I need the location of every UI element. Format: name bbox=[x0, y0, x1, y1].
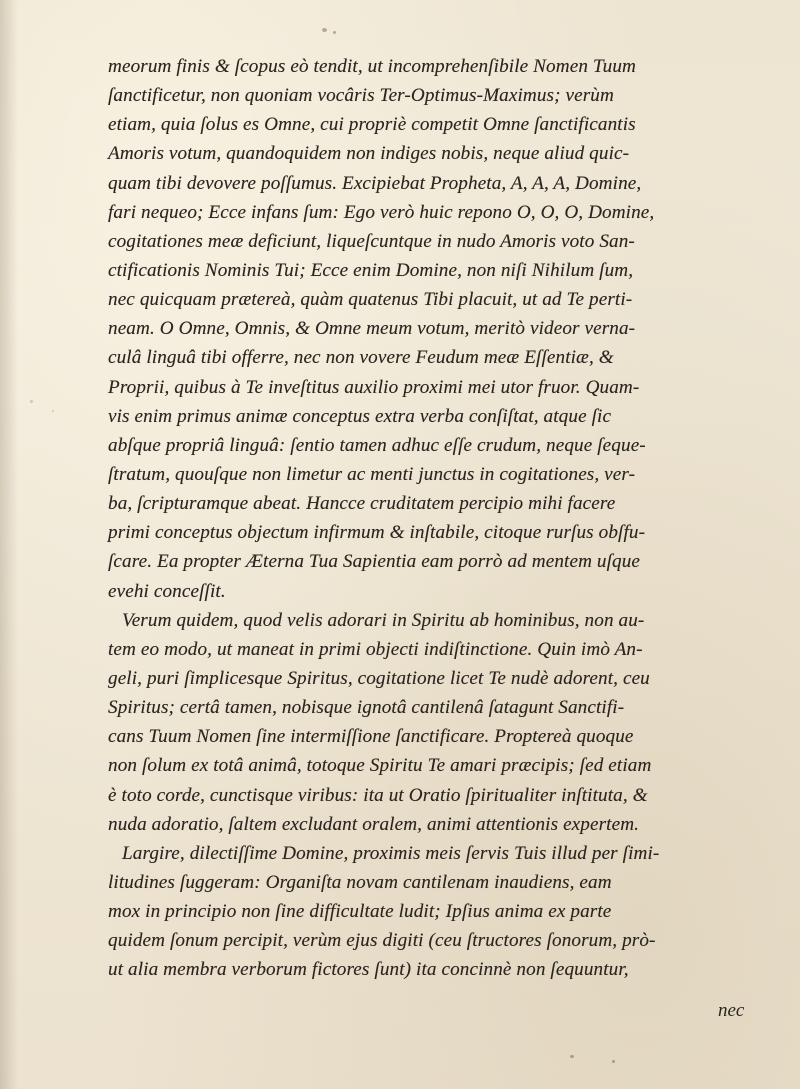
catchword: nec bbox=[718, 1000, 745, 1021]
ink-speck bbox=[612, 1060, 615, 1063]
text-line: fari nequeo; Ecce infans ſum: Ego verò huic repono O, O, O, Domine, bbox=[108, 201, 655, 223]
ink-speck bbox=[52, 410, 54, 412]
text-line: Spiritus; certâ tamen, nobisque ignotâ cantilenâ ſatagunt Sanctifi- bbox=[108, 697, 625, 719]
ink-speck bbox=[322, 28, 327, 32]
text-line: ctificationis Nominis Tui; Ecce enim Domine, non niſi Nihilum ſum, bbox=[108, 259, 634, 281]
text-line: meorum finis & ſcopus eò tendit, ut incomprehenſibile Nomen Tuum bbox=[108, 56, 636, 77]
ink-speck bbox=[570, 1055, 574, 1058]
paragraph-start-line: Largire, dilectiſſime Domine, proximis meis ſervis Tuis illud per ſimi- bbox=[122, 842, 660, 864]
text-line: culâ linguâ tibi offerre, nec non vovere Feudum meæ Eſſentiæ, & bbox=[108, 347, 614, 369]
ink-speck bbox=[30, 400, 33, 403]
ink-speck bbox=[333, 31, 336, 34]
text-line: primi conceptus objectum infirmum & inſtabile, citoque rurſus obſfu- bbox=[108, 522, 646, 544]
text-line: tem eo modo, ut maneat in primi objecti indiſtinctione. Quin imò An- bbox=[108, 638, 643, 660]
text-line: cans Tuum Nomen ſine intermiſſione ſanctificare. Proptereà quoque bbox=[108, 726, 634, 748]
text-line: evehi conceſſit. bbox=[108, 580, 226, 602]
text-line: quidem ſonum percipit, verùm ejus digiti (ceu ſtructores ſonorum, prò- bbox=[108, 930, 656, 952]
text-line: etiam, quia ſolus es Omne, cui propriè competit Omne ſanctificantis bbox=[108, 114, 636, 136]
text-line: abſque propriâ linguâ: ſentio tamen adhuc eſſe crudum, neque ſeque- bbox=[108, 434, 646, 456]
text-line: Proprii, quibus à Te inveſtitus auxilio proximi mei utor fruor. Quam- bbox=[108, 376, 640, 398]
text-line: mox in principio non ſine difficultate ludit; Ipſius anima ex parte bbox=[108, 901, 612, 923]
text-line: geli, puri ſimplicesque Spiritus, cogitatione licet Te nudè adorent, ceu bbox=[108, 667, 650, 689]
text-line: non ſolum ex totâ animâ, totoque Spiritu Te amari præcipis; ſed etiam bbox=[108, 755, 652, 777]
text-line: vis enim primus animæ conceptus extra verba conſiſtat, atque ſic bbox=[108, 405, 612, 427]
text-line: è toto corde, cunctisque viribus: ita ut Oratio ſpiritualiter inſtituta, & bbox=[108, 784, 648, 806]
text-line: nuda adoratio, ſaltem excludant oralem, animi attentionis expertem. bbox=[108, 813, 640, 835]
text-line: ba, ſcripturamque abeat. Hancce cruditatem percipio mihi facere bbox=[108, 493, 616, 515]
text-line: ut alia membra verborum fictores ſunt) ita concinnè non ſequuntur, bbox=[108, 959, 629, 981]
text-line: nec quicquam prætereà, quàm quatenus Tibi placuit, ut ad Te perti- bbox=[108, 289, 633, 311]
paragraph-start-line: Verum quidem, quod velis adorari in Spiritu ab hominibus, non au- bbox=[122, 609, 645, 631]
text-line: neam. O Omne, Omnis, & Omne meum votum, meritò videor verna- bbox=[108, 318, 636, 340]
text-line: quam tibi devovere poſſumus. Excipiebat Propheta, A, A, A, Domine, bbox=[108, 172, 642, 194]
text-line: cogitationes meæ deficiunt, liqueſcuntque in nudo Amoris voto San- bbox=[108, 230, 635, 252]
text-line: ſanctificetur, non quoniam vocâris Ter-Optimus-Maximus; verùm bbox=[108, 85, 614, 107]
text-line: ſcare. Ea propter Æterna Tua Sapientia eam porrò ad mentem uſque bbox=[108, 551, 641, 573]
text-line: litudines ſuggeram: Organiſta novam cantilenam inaudiens, eam bbox=[108, 871, 612, 893]
text-line: Amoris votum, quandoquidem non indiges nobis, neque aliud quic- bbox=[108, 143, 630, 165]
body-text bbox=[108, 52, 780, 985]
text-line: ſtratum, quouſque non limetur ac menti junctus in cogitationes, ver- bbox=[108, 463, 636, 485]
page-edge-shadow bbox=[0, 0, 18, 1089]
